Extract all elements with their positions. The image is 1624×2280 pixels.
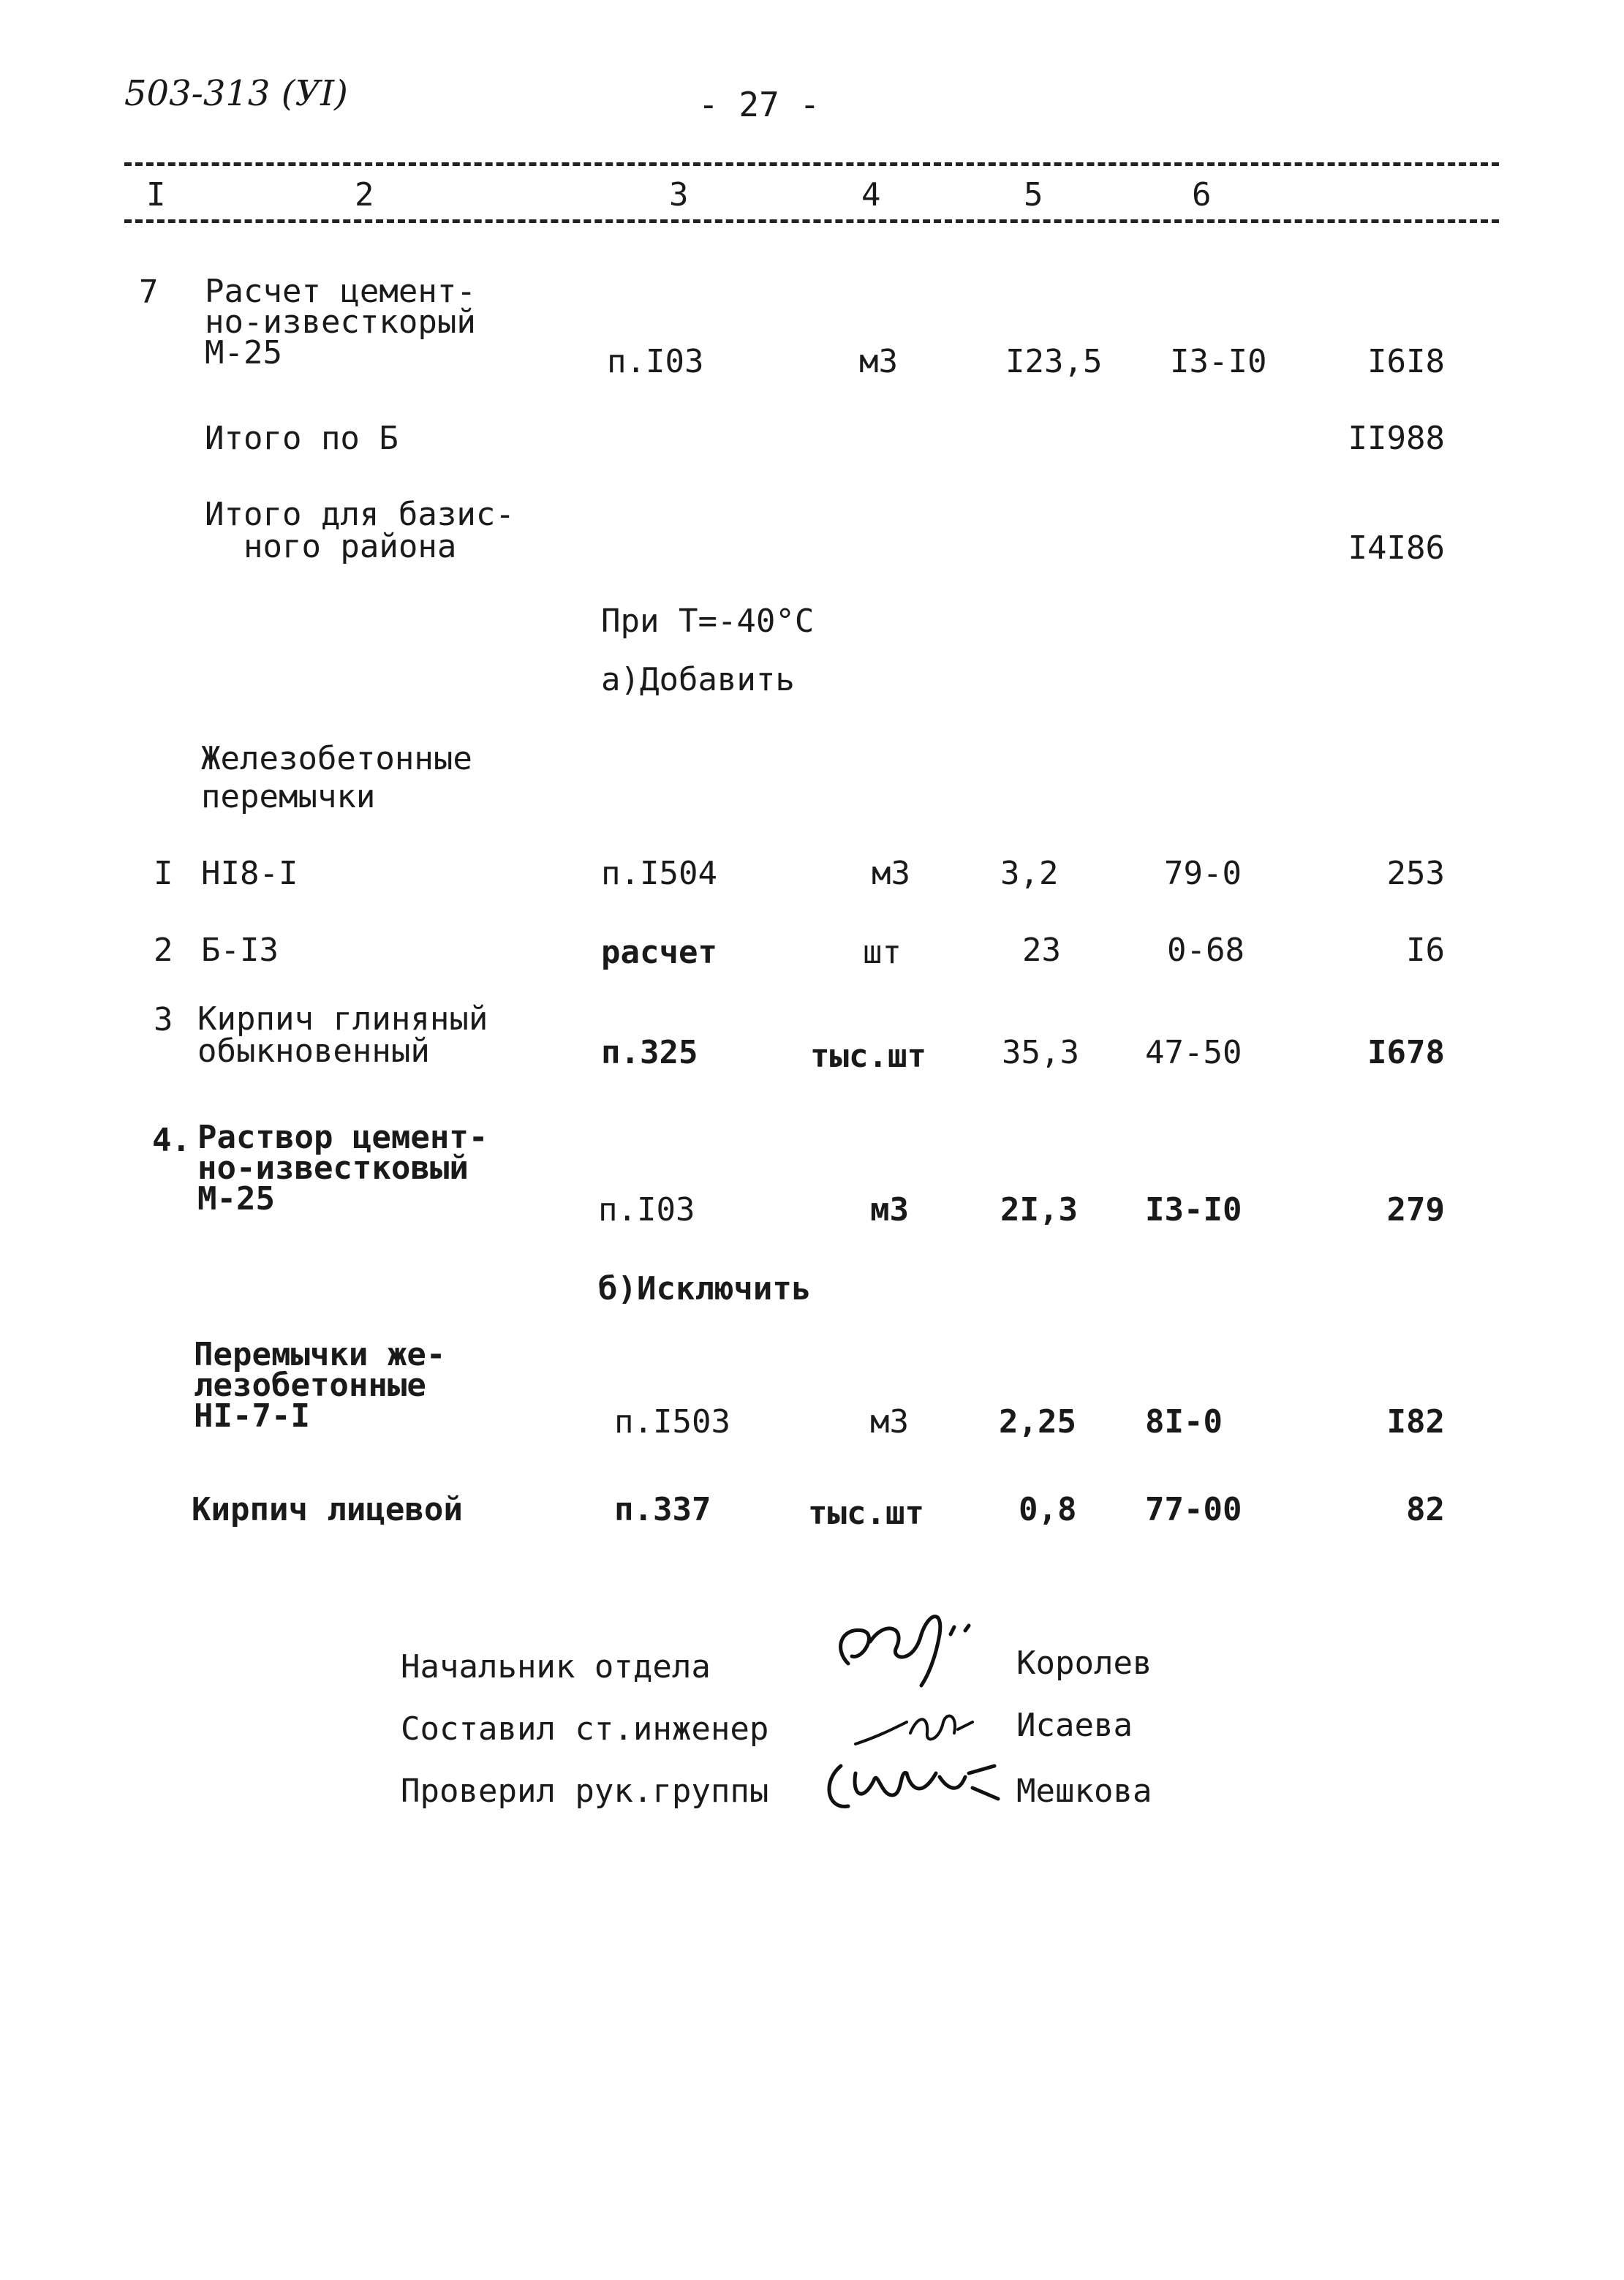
row-ref: п.I504 — [601, 855, 717, 892]
row-price: I3-I0 — [1170, 343, 1267, 380]
row-unit: м3 — [870, 1191, 909, 1228]
row-total: I6 — [1406, 932, 1445, 969]
row-qty: 35,3 — [1002, 1034, 1079, 1071]
row-subheading: а)Добавить — [601, 661, 795, 698]
row-total: II988 — [1348, 420, 1445, 457]
row-price: I3-I0 — [1145, 1191, 1242, 1228]
header-bottom-rule — [124, 219, 1499, 223]
row-unit: тыс.шт — [808, 1495, 924, 1532]
row-name: Кирпич глиняный обыкновенный — [197, 1000, 488, 1070]
signature-role: Начальник отдела — [401, 1648, 711, 1686]
row-price: 77-00 — [1145, 1491, 1242, 1528]
row-qty: I23,5 — [1005, 343, 1103, 380]
column-header-5: 5 — [1024, 176, 1043, 214]
row-qty: 23 — [1022, 932, 1061, 969]
row-subheading: б)Исключить — [598, 1270, 812, 1307]
row-total: 279 — [1386, 1191, 1445, 1228]
handwritten-signature-reviewer — [819, 1744, 1024, 1824]
row-number: I — [154, 855, 173, 892]
signature-name: Королев — [1016, 1645, 1152, 1682]
row-unit: тыс.шт — [810, 1038, 926, 1075]
row-total: I6I8 — [1367, 343, 1445, 380]
row-total: I4I86 — [1348, 529, 1445, 567]
document-code: 503-313 (УI) — [124, 73, 348, 114]
row-price: 47-50 — [1145, 1034, 1242, 1071]
row-price: 8I-0 — [1145, 1403, 1223, 1441]
row-ref: п.I503 — [614, 1403, 730, 1441]
row-unit: шт — [863, 934, 902, 971]
handwritten-signature-head — [819, 1605, 1009, 1693]
row-unit: м3 — [859, 343, 898, 380]
row-number: 7 — [139, 273, 159, 311]
row-number: 2 — [154, 932, 173, 969]
row-name: Железобетонные перемычки — [201, 740, 472, 815]
row-name: Раствор цемент- но-известковый М-25 — [197, 1119, 488, 1218]
row-price: 79-0 — [1164, 855, 1242, 892]
row-total: 82 — [1406, 1491, 1445, 1528]
row-total: I678 — [1367, 1034, 1445, 1071]
row-price: 0-68 — [1167, 932, 1245, 969]
row-name: Итого для базис- ного района — [205, 496, 515, 565]
row-name: Кирпич лицевой — [192, 1491, 463, 1528]
signature-role: Составил ст.инженер — [401, 1710, 769, 1748]
row-unit: м3 — [872, 855, 910, 892]
row-ref: расчет — [601, 934, 717, 971]
row-qty: 3,2 — [1000, 855, 1059, 892]
header-top-rule — [124, 162, 1499, 166]
row-condition: При Т=-40°С — [601, 603, 815, 640]
row-number: 4. — [152, 1122, 191, 1159]
row-name: Б-I3 — [201, 932, 279, 969]
row-name: Расчет цемент- но-известкорый М-25 — [205, 273, 476, 371]
page-number: - 27 - — [698, 85, 820, 124]
row-ref: п.325 — [601, 1034, 698, 1071]
column-header-2: 2 — [355, 176, 374, 214]
column-header-3: 3 — [669, 176, 689, 214]
signature-role: Проверил рук.группы — [401, 1773, 769, 1810]
row-name: Перемычки же- лезобетонные НI-7-I — [194, 1336, 446, 1435]
row-number: 3 — [154, 1001, 173, 1038]
row-ref: п.I03 — [598, 1191, 695, 1228]
column-header-4: 4 — [861, 176, 881, 214]
row-name: Итого по Б — [205, 420, 399, 457]
row-unit: м3 — [870, 1403, 909, 1441]
signature-name: Исаева — [1016, 1707, 1133, 1744]
row-total: I82 — [1386, 1403, 1445, 1441]
row-qty: 2I,3 — [1000, 1191, 1078, 1228]
row-ref: п.337 — [614, 1491, 711, 1528]
row-qty: 0,8 — [1019, 1491, 1077, 1528]
row-total: 253 — [1386, 855, 1445, 892]
row-qty: 2,25 — [999, 1403, 1076, 1441]
row-ref: п.I03 — [607, 343, 704, 380]
row-name: НI8-I — [201, 855, 298, 892]
column-header-6: 6 — [1192, 176, 1212, 214]
column-header-1: I — [146, 176, 166, 214]
signature-name: Мешкова — [1016, 1773, 1152, 1810]
